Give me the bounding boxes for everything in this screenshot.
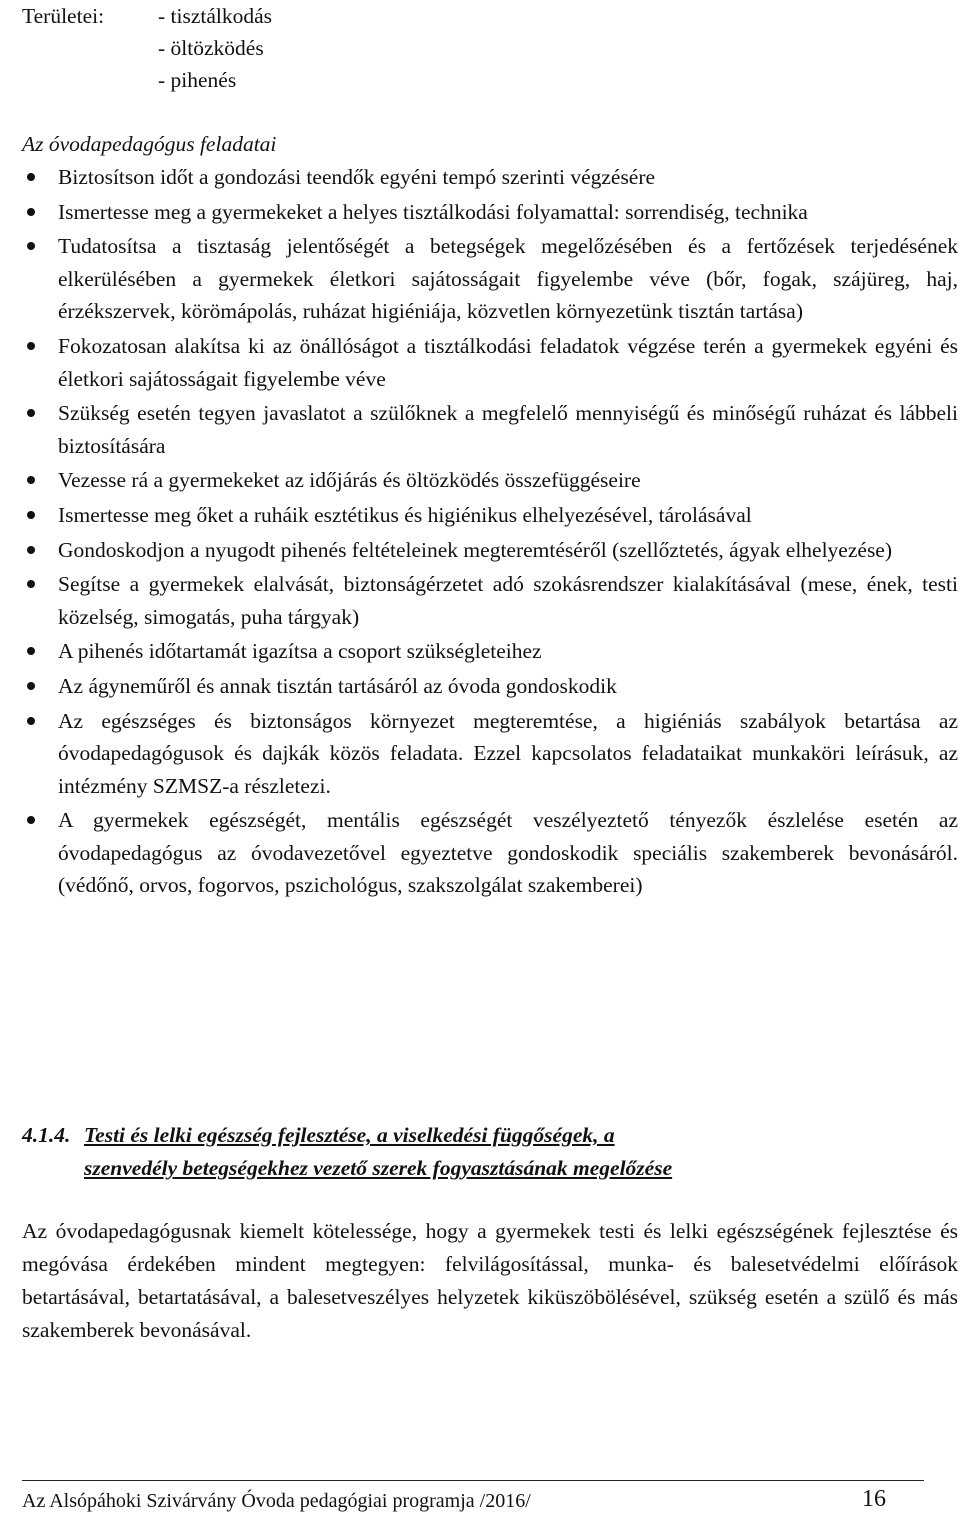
list-item-text: Szükség esetén tegyen javaslatot a szülőknek a megfelelő mennyiségű és minőségű ruházat és lábbeli biztosítására — [58, 401, 958, 458]
bullet-icon — [27, 208, 35, 216]
subsection-heading — [22, 1119, 922, 1185]
bullet-icon — [27, 476, 35, 484]
list-item-text: Az egészséges és biztonságos környezet megteremtése, a higiéniás szabályok betartása az óvodapedagógusok és dajkák közös feladata. Ezzel kapcsolatos feladataikat munkaköri leírásuk, az intézmény SZMSZ-a részletezi. — [58, 708, 958, 798]
bullet-icon — [27, 546, 35, 554]
page-number: 16 — [862, 1486, 886, 1512]
list-item — [22, 635, 958, 668]
list-item — [22, 230, 958, 328]
list-item — [22, 464, 958, 497]
list-item — [22, 670, 958, 703]
list-item — [22, 161, 958, 194]
list-item-text: Vezesse rá a gyermekeket az időjárás és öltözködés összefüggéseire — [58, 468, 641, 493]
tasks-bullet-list — [22, 161, 960, 904]
list-item-text: Fokozatosan alakítsa ki az önállóságot a tisztálkodási feladatok végzése terén a gyermekek egyéni és életkori sajátosságait figyelembe véve — [58, 333, 958, 391]
list-item-text: A pihenés időtartamát igazítsa a csoport szükségleteihez — [58, 639, 542, 664]
list-item-text: Biztosítson időt a gondozási teendők egyéni tempó szerinti végzésére — [58, 165, 656, 189]
list-item — [22, 196, 958, 229]
list-item — [22, 397, 958, 462]
list-item — [22, 804, 958, 902]
body-paragraph: Az óvodapedagógusnak kiemelt kötelessége, hogy a gyermekek testi és lelki egészségének fejlesztése és megóvása érdekében mindent megtegyen: felvilágosítással, munka- és balesetvédelmi előírások betartásával, betartatásával, a balesetveszélyes helyzetek kiküszöbölésével, szükség esetén a szülő és más szakemberek bevonásával. — [22, 1219, 958, 1342]
areas-block — [22, 0, 272, 96]
bullet-icon — [27, 511, 35, 519]
areas-row — [22, 0, 272, 32]
tasks-heading: Az óvodapedagógus feladatai — [22, 132, 277, 156]
list-item — [22, 568, 958, 633]
footer-title: Az Alsópáhoki Szivárvány Óvoda pedagógiai programja /2016/ — [22, 1490, 531, 1512]
bullet-icon — [27, 173, 35, 181]
list-item — [22, 705, 958, 803]
bullet-icon — [27, 242, 35, 250]
areas-item: - öltözködés — [158, 36, 264, 60]
list-item — [22, 499, 958, 532]
bullet-icon — [27, 647, 35, 655]
list-item — [22, 330, 958, 395]
bullet-icon — [27, 409, 35, 417]
subsection-heading-line1 — [22, 1119, 922, 1152]
bullet-icon — [27, 682, 35, 690]
bullet-icon — [27, 717, 35, 725]
list-item-text: Segítse a gyermekek elalvását, biztonságérzetet adó szokásrendszer kialakításával (mese, ének, testi közelség, simogatás, puha tárgyak) — [58, 572, 958, 629]
list-item-text: A gyermekek egészségét, mentális egészségét veszélyeztető tényezők észlelése esetén az óvodapedagógus az óvodavezetővel egyeztetve gondoskodik speciális szakemberek bevonásáról. (védőnő, orvos, fogorvos, pszichológus, szakszolgálat szakemberei) — [58, 808, 958, 898]
list-item-text: Gondoskodjon a nyugodt pihenés feltételeinek megteremtéséről (szellőztetés, ágyak elhelyezése) — [58, 537, 893, 562]
areas-row — [22, 64, 272, 96]
footer-divider — [22, 1480, 924, 1481]
bullet-icon — [27, 342, 35, 350]
subsection-title-line2: szenvedély betegségekhez vezető szerek fogyasztásának megelőzése — [84, 1156, 673, 1180]
list-item — [22, 534, 958, 567]
bullet-icon — [27, 816, 35, 824]
list-item-text: Tudatosítsa a tisztaság jelentőségét a betegségek megelőzésében és a fertőzések terjedésének elkerülésében a gyermekek életkori sajátosságait figyelembe véve (bőr, fogak, szájüreg, haj, érzékszervek, körömápolás, ruházat higiéniája, közvetlen környezetünk tisztán tartása) — [58, 234, 958, 324]
subsection-number: 4.1.4. — [22, 1123, 71, 1147]
subsection-title-line1: Testi és lelki egészség fejlesztése, a viselkedési függőségek, a — [84, 1123, 615, 1147]
list-item-text: Ismertesse meg a gyermekeket a helyes tisztálkodási folyamattal: sorrendiség, technika — [58, 199, 808, 224]
areas-row — [22, 32, 272, 64]
list-item-text: Az ágyneműről és annak tisztán tartásáról az óvoda gondoskodik — [58, 673, 617, 698]
list-item-text: Ismertesse meg őket a ruháik esztétikus és higiénikus elhelyezésével, tárolásával — [58, 502, 752, 527]
bullet-icon — [27, 580, 35, 588]
areas-item: - tisztálkodás — [158, 4, 273, 28]
areas-label: Területei: — [22, 4, 105, 28]
areas-item: - pihenés — [158, 68, 237, 92]
